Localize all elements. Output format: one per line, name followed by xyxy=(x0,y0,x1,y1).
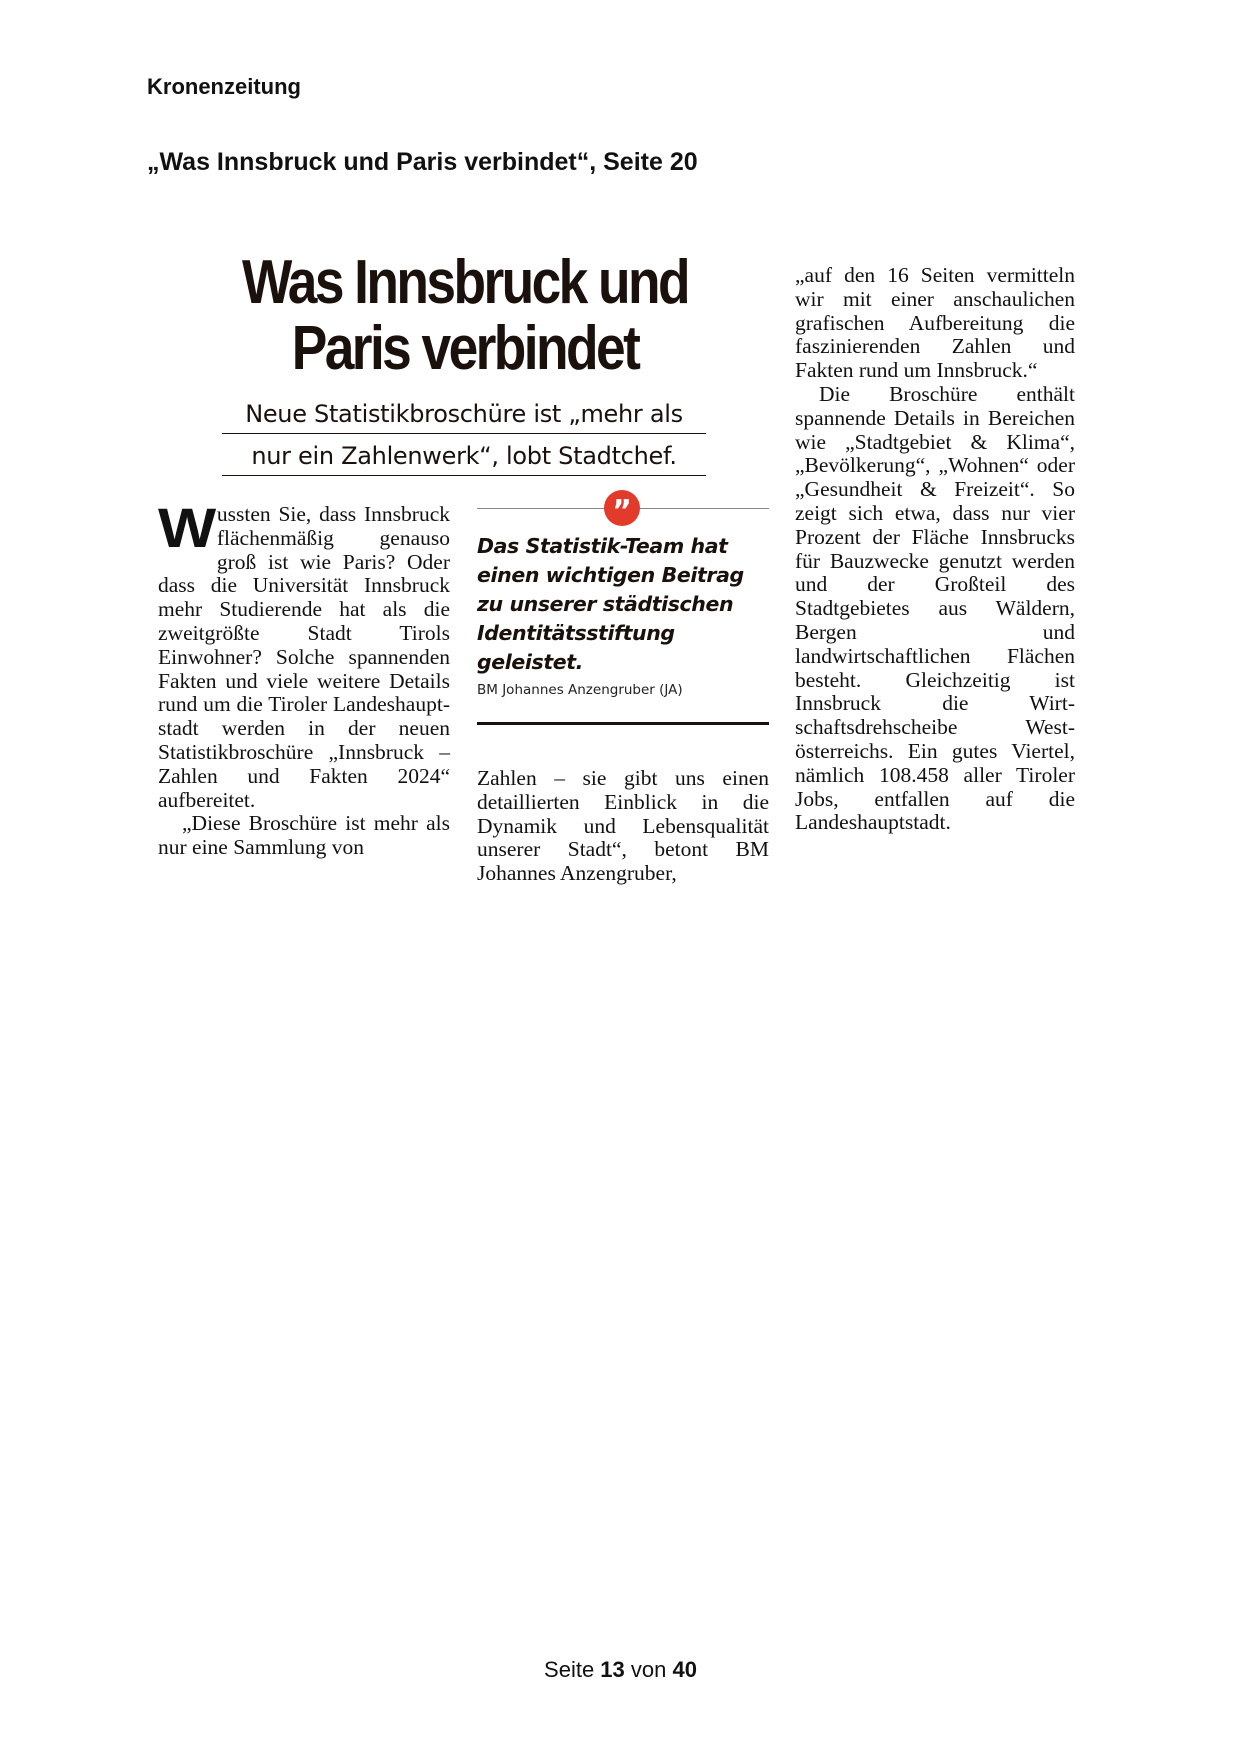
headline xyxy=(237,250,693,382)
page-footer xyxy=(0,1657,1241,1683)
quote-author: BM Johannes Anzengruber (JA) xyxy=(477,682,683,698)
quote-mark-icon: ” xyxy=(604,490,640,526)
column-1-paragraph-1: ussten Sie, dass Innsbruck flächenmäßig genauso groß ist wie Paris? Oder dass die Universität Innsbruck mehr Studierende hat als die zweitgrößte Stadt Tirols Einwohner? Solche spannenden Fakten und viele weitere Details rund um die Tiroler Landeshauptstadt werden in der neuen Statistikbroschüre „Innsbruck – Zahlen und Fakten 2024“ aufbereitet. xyxy=(158,502,450,812)
subline-divider-1 xyxy=(222,433,706,434)
quote-bottom-rule xyxy=(477,722,769,725)
article-paragraph xyxy=(158,496,450,812)
drop-cap: W xyxy=(158,496,217,559)
article-column-1 xyxy=(158,496,450,860)
page-label: Seite xyxy=(544,1657,601,1682)
column-2-paragraph-1: Zahlen – sie gibt uns einen detaillierten Einblick in die Dynamik und Lebensqualität unserer Stadt“, betont BM Johannes Anzengruber, xyxy=(477,766,769,886)
article-column-2 xyxy=(477,767,769,886)
article-column-3 xyxy=(795,264,1075,835)
column-1-paragraph-2: „Diese Broschüre ist mehr als nur eine Sammlung von xyxy=(158,811,450,860)
page-current: 13 xyxy=(600,1657,625,1682)
quote-text: Das Statistik-Team hat einen wichtigen Beitrag zu unserer städtischen Identitätsstiftung geleistet. xyxy=(477,534,744,674)
subline-line-1: Neue Statistikbroschüre ist „mehr als xyxy=(245,400,683,428)
headline-line-2: Paris verbindet xyxy=(291,314,639,383)
column-3-paragraph-1: „auf den 16 Seiten vermitteln wir mit einer anschaulichen grafischen Aufbereitung die faszinierenden Zahlen und Fakten rund um Innsbruck.“ xyxy=(795,263,1075,383)
column-3-paragraph-2: Die Broschüre enthält spannende Details in Bereichen wie „Stadtgebiet & Klima“, „Bevölkerung“, „Wohnen“ oder „Gesundheit & Freizeit“. So zeigt sich etwa, dass nur vier Prozent der Fläche Innsbrucks für Bauzwecke genutzt werden und der Großteil des Stadtgebietes aus Wäldern, Bergen und landwirtschaftlichen Flächen besteht. Gleichzeitig ist Innsbruck die Wirtschaftsdrehscheibe Westösterreichs. Ein gutes Viertel, nämlich 108.458 aller Tiroler Jobs, entfallen auf die Landeshauptstadt. xyxy=(795,381,1075,835)
subline-divider-2 xyxy=(222,475,706,476)
page-separator: von xyxy=(624,1657,673,1682)
page-total: 40 xyxy=(672,1657,697,1682)
subline-line-2: nur ein Zahlenwerk“, lobt Stadtchef. xyxy=(251,442,677,470)
source-name: Kronenzeitung xyxy=(147,74,301,99)
headline-line-1: Was Innsbruck und xyxy=(242,248,688,317)
article-reference: „Was Innsbruck und Paris verbindet“, Seite 20 xyxy=(147,148,698,176)
